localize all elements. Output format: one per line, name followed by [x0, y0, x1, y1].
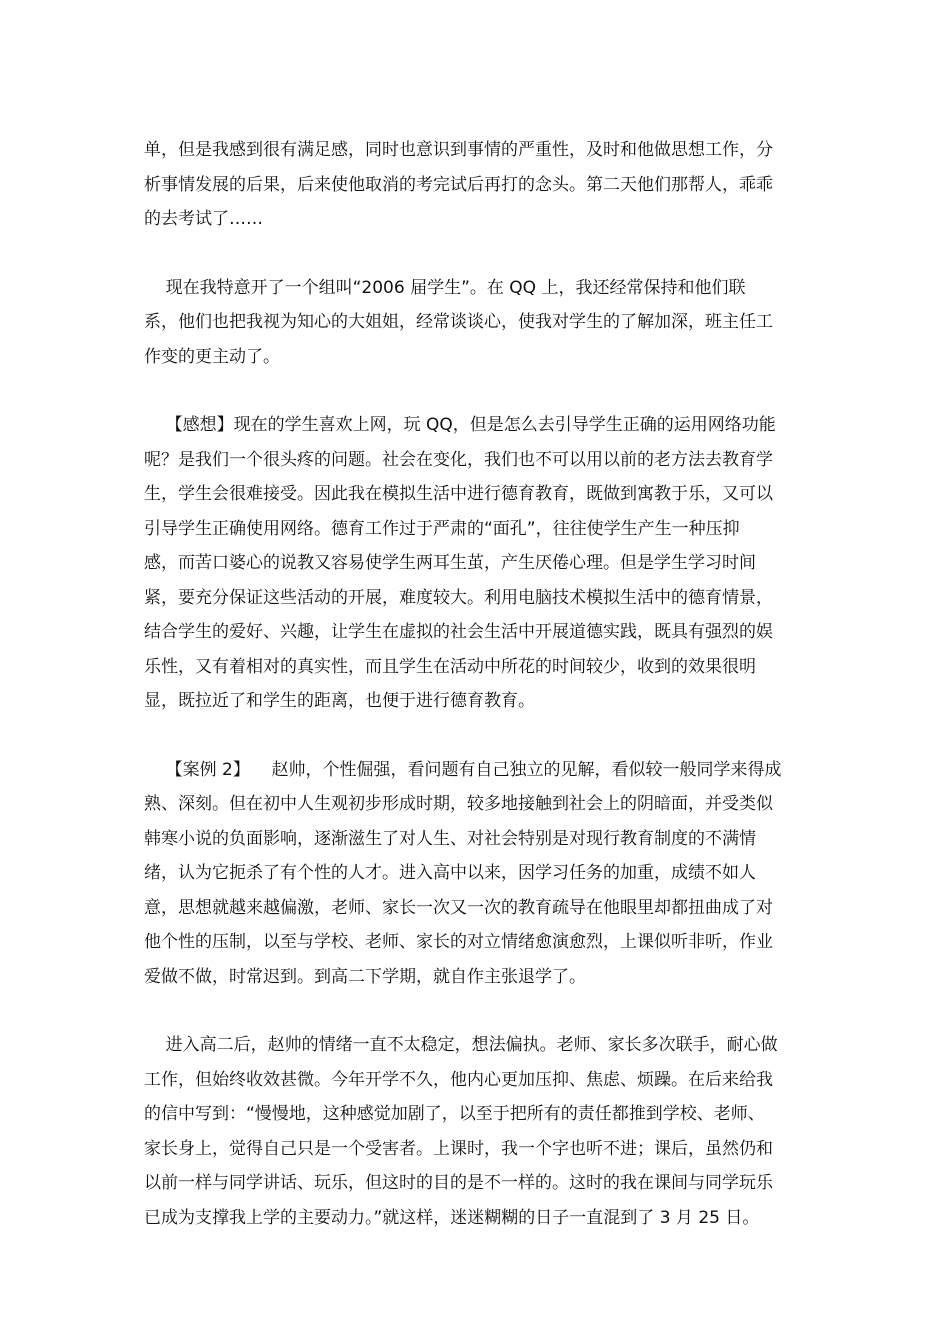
text-line: 感，而苦口婆心的说教又容易使学生两耳生茧，产生厌倦心理。但是学生学习时间: [144, 553, 756, 573]
text-line: 熟、深刻。但在初中人生观初步形成时期，较多地接触到社会上的阴暗面，并受类似: [144, 794, 773, 814]
text-line: 工作，但始终收效甚微。今年开学不久，他内心更加压抑、焦虑、烦躁。在后来给我: [144, 1069, 773, 1090]
text-line: 【案例 2】 赵帅，个性倔强，看问题有自己独立的见解，看似较一般同学来得成: [144, 759, 782, 780]
text-line: 意，思想就越来越偏激，老师、家长一次又一次的教育疏导在他眼里却都扭曲成了对: [144, 897, 773, 918]
paragraph-5: [144, 1028, 808, 1235]
text-line: 乐性，又有着相对的真实性，而且学生在活动中所花的时间较少，收到的效果很明: [144, 656, 756, 677]
text-line: 显，既拉近了和学生的距离，也便于进行德育教育。: [144, 691, 535, 711]
paragraph-case-2: [144, 753, 808, 995]
text-line: 引导学生正确使用网络。德育工作过于严肃的“面孔”，往往使学生产生一种压抑: [144, 518, 740, 539]
paragraph-2: [144, 271, 808, 375]
text-line: 家长身上，觉得自己只是一个受害者。上课时，我一个字也听不进；课后，虽然仍和: [144, 1138, 773, 1159]
text-line: 呢？是我们一个很头疼的问题。社会在变化，我们也不可以用以前的老方法去教育学: [144, 449, 773, 470]
text-line: 韩寒小说的负面影响，逐渐滋生了对人生、对社会特别是对现行教育制度的不满情: [144, 828, 756, 849]
text-line: 析事情发展的后果，后来使他取消的考完试后再打的念头。第二天他们那帮人，乖乖: [144, 174, 773, 195]
text-line: 爱做不做，时常迟到。到高二下学期，就自作主张退学了。: [144, 966, 586, 987]
text-line: 系，他们也把我视为知心的大姐姐，经常谈谈心，使我对学生的了解加深，班主任工: [144, 312, 773, 332]
text-line: 单，但是我感到很有满足感，同时也意识到事情的严重性，及时和他做思想工作，分: [144, 140, 773, 160]
text-line: 的信中写到：“慢慢地，这种感觉加剧了，以至于把所有的责任都推到学校、老师、: [144, 1104, 765, 1124]
text-line: 的去考试了……: [144, 209, 263, 229]
text-line: 结合学生的爱好、兴趣，让学生在虚拟的社会生活中开展道德实践，既具有强烈的娱: [144, 622, 773, 642]
text-line: 紧，要充分保证这些活动的开展，难度较大。利用电脑技术模拟生活中的德育情景，: [144, 587, 773, 608]
text-line: 绪，认为它扼杀了有个性的人才。进入高中以来，因学习任务的加重，成绩不如人: [144, 863, 756, 883]
text-line: 【感想】现在的学生喜欢上网，玩 QQ，但是怎么去引导学生正确的运用网络功能: [144, 415, 776, 435]
paragraph-1: [144, 133, 808, 237]
text-line: 已成为支撑我上学的主要动力。”就这样，迷迷糊糊的日子一直混到了 3 月 25 日。: [144, 1207, 760, 1228]
text-line: 进入高二后，赵帅的情绪一直不太稳定，想法偏执。老师、家长多次联手，耐心做: [144, 1035, 778, 1055]
text-line: 他个性的压制，以至与学校、老师、家长的对立情绪愈演愈烈，上课似听非听，作业: [144, 932, 773, 952]
text-line: 生，学生会很难接受。因此我在模拟生活中进行德育教育，既做到寓教于乐，又可以: [144, 484, 773, 504]
paragraph-reflection: [144, 408, 808, 719]
text-line: 现在我特意开了一个组叫“2006 届学生”。在 QQ 上，我还经常保持和他们联: [144, 277, 746, 298]
text-line: 作变的更主动了。: [144, 346, 280, 367]
document-body: [144, 133, 808, 1269]
text-line: 以前一样与同学讲话、玩乐，但这时的目的是不一样的。这时的我在课间与同学玩乐: [144, 1173, 773, 1193]
